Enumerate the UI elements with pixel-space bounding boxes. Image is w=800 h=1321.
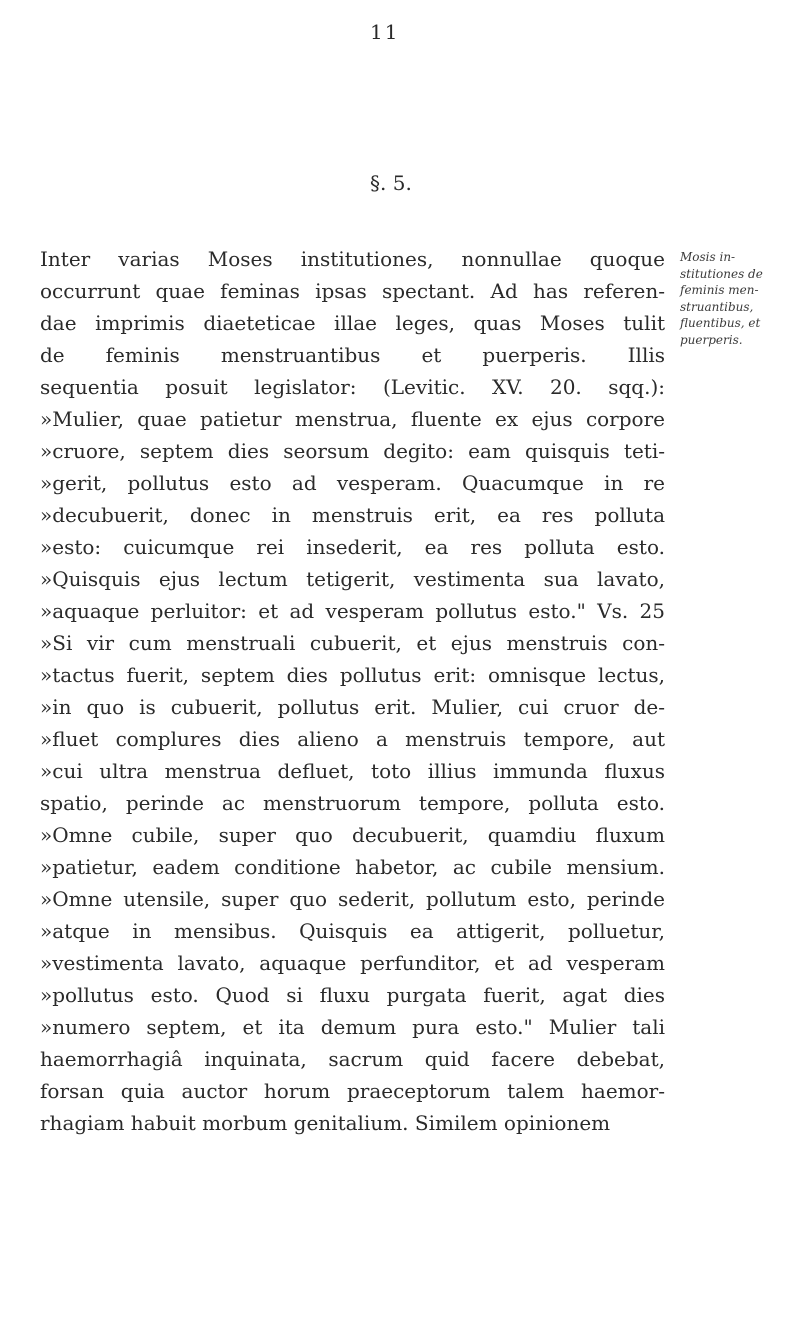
marginal-note-line: Mosis in- [680,250,736,264]
text-line: rhagiam habuit morbum genitalium. Similem opinionem [40,1111,611,1135]
text-line: haemorrhagiâ inquinata, sacrum quid facere debebat, [40,1047,665,1071]
text-line: »pollutus esto. Quod si fluxu purgata fuerit, agat dies [40,983,665,1007]
text-line: »fluet complures dies alieno a menstruis tempore, aut [40,727,665,751]
text-line: »decubuerit, donec in menstruis erit, ea res polluta [40,503,665,527]
text-line: de feminis menstruantibus et puerperis. Illis [40,343,665,367]
body-text [40,243,665,1139]
marginal-note-line: fluentibus, et [680,316,761,330]
marginal-note-line: feminis men- [680,283,759,297]
marginal-note-line: puerperis. [680,332,743,347]
text-line: »in quo is cubuerit, pollutus erit. Mulier, cui cruor de- [40,695,665,719]
text-line: »patietur, eadem conditione habetor, ac cubile mensium. [40,855,665,879]
text-line: »numero septem, et ita demum pura esto." Mulier tali [40,1015,665,1039]
text-line: »atque in mensibus. Quisquis ea attigerit, polluetur, [40,919,665,943]
text-line: sequentia posuit legislator: (Levitic. XV. 20. sqq.): [40,375,665,399]
text-line: »tactus fuerit, septem dies pollutus erit: omnisque lectus, [40,663,665,687]
marginal-note-line: stitutiones de [680,266,763,281]
text-line: »Mulier, quae patietur menstrua, fluente ex ejus corpore [40,407,665,431]
section-heading: §. 5. [370,171,412,195]
text-line: forsan quia auctor horum praeceptorum talem haemor- [40,1079,665,1103]
marginal-note [680,249,790,348]
text-line: »aquaque perluitor: et ad vesperam pollutus esto." Vs. 25 [40,599,665,623]
text-line: »Omne cubile, super quo decubuerit, quamdiu fluxum [40,823,665,847]
text-line: »cruore, septem dies seorsum degito: eam quisquis teti- [40,439,665,463]
page-number: 11 [370,20,400,44]
text-line: spatio, perinde ac menstruorum tempore, polluta esto. [40,791,665,815]
text-line: »Quisquis ejus lectum tetigerit, vestimenta sua lavato, [40,567,665,591]
text-line: »esto: cuicumque rei insederit, ea res polluta esto. [40,535,665,559]
text-line: occurrunt quae feminas ipsas spectant. Ad has referen- [40,279,665,303]
text-line: »Si vir cum menstruali cubuerit, et ejus menstruis con- [40,631,665,655]
text-line: »vestimenta lavato, aquaque perfunditor, et ad vesperam [40,951,665,975]
text-line: dae imprimis diaeteticae illae leges, quas Moses tulit [40,311,665,335]
marginal-note-line: struantibus, [680,299,754,314]
text-line: »gerit, pollutus esto ad vesperam. Quacumque in re [40,471,665,495]
text-line: »cui ultra menstrua defluet, toto illius immunda fluxus [40,759,665,783]
text-line: Inter varias Moses institutiones, nonnullae quoque [40,247,665,271]
text-line: »Omne utensile, super quo sederit, pollutum esto, perinde [40,887,665,911]
